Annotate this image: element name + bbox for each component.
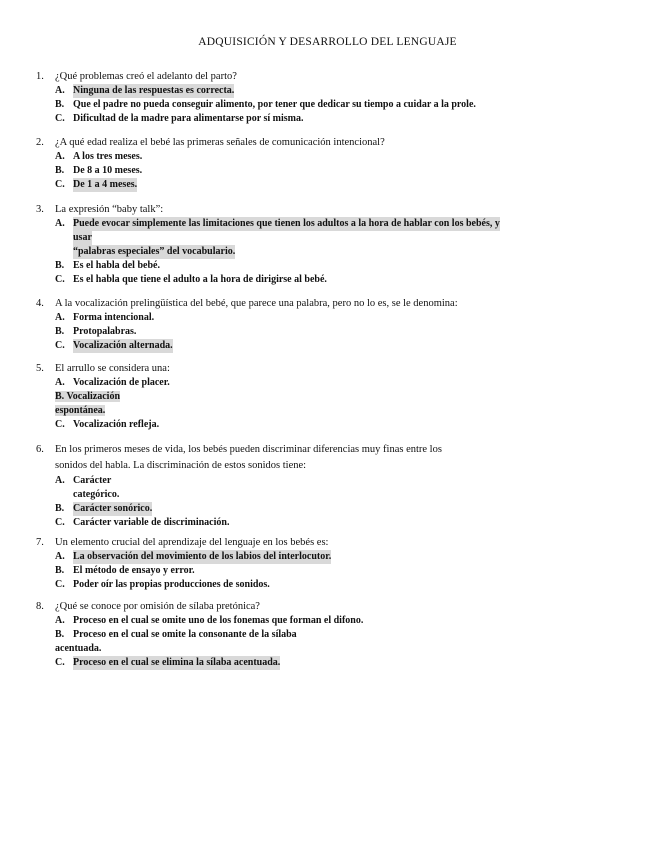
question-2 xyxy=(36,136,616,192)
option-letter: B. xyxy=(55,165,65,176)
question-number: 8. xyxy=(36,601,44,612)
option-text: El método de ensayo y error. xyxy=(73,565,195,576)
option-letter: C. xyxy=(55,657,65,668)
option-letter: A. xyxy=(55,85,65,96)
option-text-highlighted: B. Vocalización xyxy=(55,391,121,402)
question-number: 2. xyxy=(36,137,44,148)
option-text: Vocalización refleja. xyxy=(73,419,160,430)
question-text: La expresión “baby talk”: xyxy=(55,204,164,215)
option-letter: C. xyxy=(55,517,65,528)
option-text: Protopalabras. xyxy=(73,326,137,337)
option-text-highlighted: La observación del movimiento de los labios del interlocutor. xyxy=(73,551,332,562)
option-letter: A. xyxy=(55,615,65,626)
question-text: ¿A qué edad realiza el bebé las primeras señales de comunicación intencional? xyxy=(55,137,385,148)
question-1 xyxy=(36,70,616,126)
option-text: A los tres meses. xyxy=(73,151,143,162)
option-text-highlighted: Proceso en el cual se elimina la sílaba acentuada. xyxy=(73,657,281,668)
question-text: En los primeros meses de vida, los bebés pueden discriminar diferencias muy finas entre los xyxy=(55,444,442,455)
option-text-highlighted: Vocalización alternada. xyxy=(73,340,173,351)
option-text: Proceso en el cual se omite la consonante de la sílaba xyxy=(73,629,297,640)
question-text: ¿Qué se conoce por omisión de sílaba pretónica? xyxy=(55,601,260,612)
option-letter: C. xyxy=(55,419,65,430)
question-number: 3. xyxy=(36,204,44,215)
question-number: 7. xyxy=(36,537,44,548)
option-letter: A. xyxy=(55,218,65,229)
option-text-highlighted: Carácter sonórico. xyxy=(73,503,153,514)
question-7 xyxy=(36,536,616,592)
question-text: ¿Qué problemas creó el adelanto del parto? xyxy=(55,71,237,82)
question-text: El arrullo se considera una: xyxy=(55,363,170,374)
question-6 xyxy=(36,442,616,530)
option-text-continued: espontánea. xyxy=(55,405,106,416)
question-number: 6. xyxy=(36,444,44,455)
option-text-continued: categórico. xyxy=(73,489,120,500)
option-text: Poder oír las propias producciones de sonidos. xyxy=(73,579,270,590)
option-text: Proceso en el cual se omite uno de los fonemas que forman el difono. xyxy=(73,615,364,626)
option-letter: C. xyxy=(55,179,65,190)
option-text-continued: usar xyxy=(73,232,92,243)
option-text: Carácter variable de discriminación. xyxy=(73,517,230,528)
option-letter: C. xyxy=(55,113,65,124)
option-text: Carácter xyxy=(73,475,112,486)
option-text-highlighted: Puede evocar simplemente las limitaciones que tienen los adultos a la hora de hablar con los bebés, y xyxy=(73,218,500,229)
question-text-continued: sonidos del habla. La discriminación de estos sonidos tiene: xyxy=(55,460,307,471)
question-5 xyxy=(36,362,616,432)
option-letter: C. xyxy=(55,340,65,351)
document-title: ADQUISICIÓN Y DESARROLLO DEL LENGUAJE xyxy=(198,36,457,48)
option-text: Dificultad de la madre para alimentarse por sí misma. xyxy=(73,113,304,124)
option-letter: C. xyxy=(55,579,65,590)
question-text: A la vocalización prelingüística del bebé, que parece una palabra, pero no lo es, se le denomina: xyxy=(55,298,458,309)
question-text: Un elemento crucial del aprendizaje del lenguaje en los bebés es: xyxy=(55,537,329,548)
option-text: Forma intencional. xyxy=(73,312,155,323)
option-text-continued: “palabras especiales” del vocabulario. xyxy=(73,246,236,257)
option-letter: B. xyxy=(55,503,65,514)
question-3 xyxy=(36,203,616,287)
option-letter: B. xyxy=(55,99,65,110)
option-letter: A. xyxy=(55,151,65,162)
question-8 xyxy=(36,600,616,670)
option-letter: A. xyxy=(55,377,65,388)
option-letter: A. xyxy=(55,551,65,562)
option-letter: A. xyxy=(55,312,65,323)
question-number: 1. xyxy=(36,71,44,82)
option-text: De 8 a 10 meses. xyxy=(73,165,143,176)
option-text-highlighted: Ninguna de las respuestas es correcta. xyxy=(73,85,235,96)
option-text: Que el padre no pueda conseguir alimento, por tener que dedicar su tiempo a cuidar a la prole. xyxy=(73,99,476,110)
option-text: Es el habla del bebé. xyxy=(73,260,160,271)
option-text-highlighted: De 1 a 4 meses. xyxy=(73,179,138,190)
question-4 xyxy=(36,297,616,353)
option-letter: B. xyxy=(55,565,65,576)
option-text-continued: acentuada. xyxy=(55,643,102,654)
option-letter: C. xyxy=(55,274,65,285)
option-letter: B. xyxy=(55,629,65,640)
option-text: Vocalización de placer. xyxy=(73,377,170,388)
option-letter: B. xyxy=(55,326,65,337)
question-number: 5. xyxy=(36,363,44,374)
option-letter: B. xyxy=(55,260,65,271)
option-text: Es el habla que tiene el adulto a la hora de dirigirse al bebé. xyxy=(73,274,327,285)
option-letter: A. xyxy=(55,475,65,486)
question-number: 4. xyxy=(36,298,44,309)
